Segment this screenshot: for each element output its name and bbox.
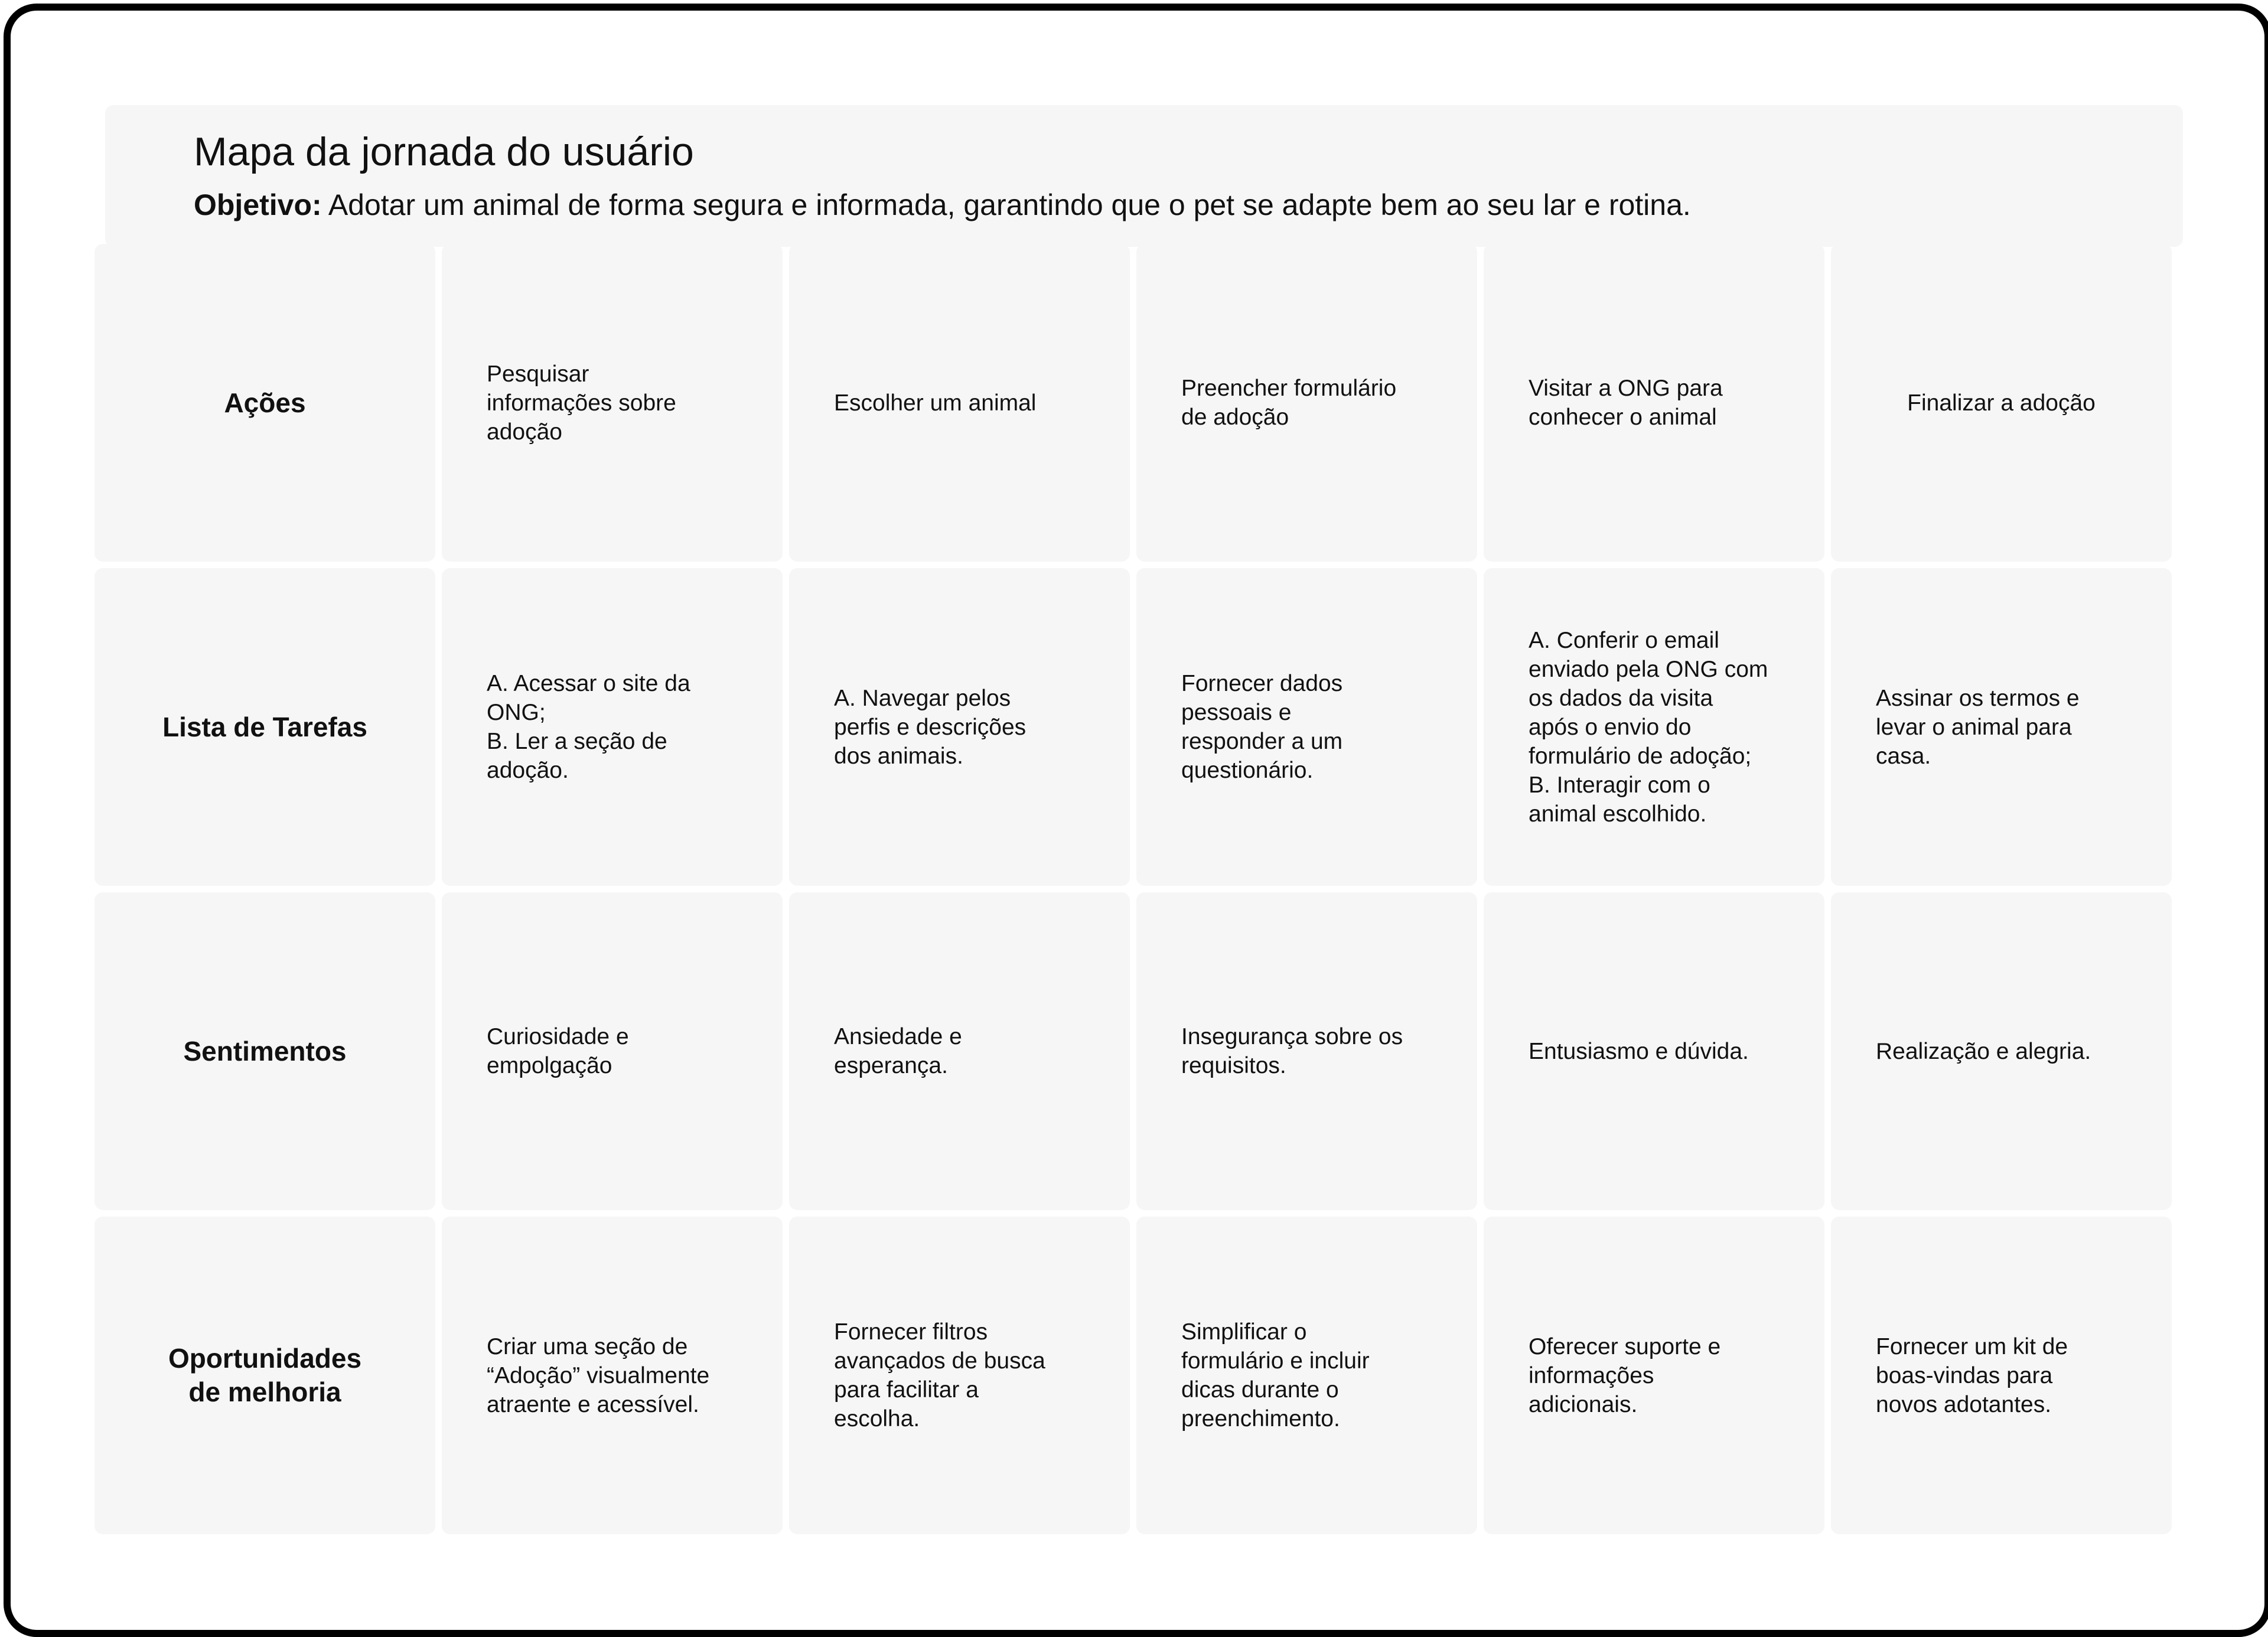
feeling-cell: Ansiedade e esperança. bbox=[789, 892, 1130, 1210]
task-cell: Fornecer dados pessoais e responder a um questionário. bbox=[1136, 568, 1477, 886]
feeling-cell: Insegurança sobre os requisitos. bbox=[1136, 892, 1477, 1210]
action-cell: Finalizar a adoção bbox=[1831, 244, 2172, 562]
opportunity-cell: Oferecer suporte e informações adicionais. bbox=[1484, 1217, 1824, 1534]
feeling-cell: Realização e alegria. bbox=[1831, 892, 2172, 1210]
opportunity-cell: Simplificar o formulário e incluir dicas durante o preenchimento. bbox=[1136, 1217, 1477, 1534]
action-cell: Escolher um animal bbox=[789, 244, 1130, 562]
task-cell: A. Acessar o site da ONG; B. Ler a seção de adoção. bbox=[442, 568, 783, 886]
row-header-oportunidades-de-melhoria: Oportunidades de melhoria bbox=[94, 1217, 435, 1534]
action-cell: Visitar a ONG para conhecer o animal bbox=[1484, 244, 1824, 562]
action-cell: Preencher formulário de adoção bbox=[1136, 244, 1477, 562]
task-cell: A. Conferir o email enviado pela ONG com os dados da visita após o envio do formulário de adoção; B. Interagir com o animal escolhido. bbox=[1484, 568, 1824, 886]
objective-label: Objetivo: bbox=[194, 188, 322, 221]
opportunity-cell: Fornecer um kit de boas-vindas para novos adotantes. bbox=[1831, 1217, 2172, 1534]
row-header-lista-de-tarefas: Lista de Tarefas bbox=[94, 568, 435, 886]
opportunity-cell: Fornecer filtros avançados de busca para facilitar a escolha. bbox=[789, 1217, 1130, 1534]
row-header-acoes: Ações bbox=[94, 244, 435, 562]
row-header-sentimentos: Sentimentos bbox=[94, 892, 435, 1210]
journey-map-grid bbox=[94, 244, 2172, 1534]
page-title: Mapa da jornada do usuário bbox=[194, 129, 694, 174]
objective-description: Adotar um animal de forma segura e informada, garantindo que o pet se adapte bem ao seu lar e rotina. bbox=[321, 188, 1691, 221]
feeling-cell: Entusiasmo e dúvida. bbox=[1484, 892, 1824, 1210]
opportunity-cell: Criar uma seção de “Adoção” visualmente atraente e acessível. bbox=[442, 1217, 783, 1534]
task-cell: Assinar os termos e levar o animal para casa. bbox=[1831, 568, 2172, 886]
feeling-cell: Curiosidade e empolgação bbox=[442, 892, 783, 1210]
journey-map-header bbox=[105, 105, 2183, 247]
action-cell: Pesquisar informações sobre adoção bbox=[442, 244, 783, 562]
task-cell: A. Navegar pelos perfis e descrições dos animais. bbox=[789, 568, 1130, 886]
objective-text bbox=[194, 188, 1691, 222]
